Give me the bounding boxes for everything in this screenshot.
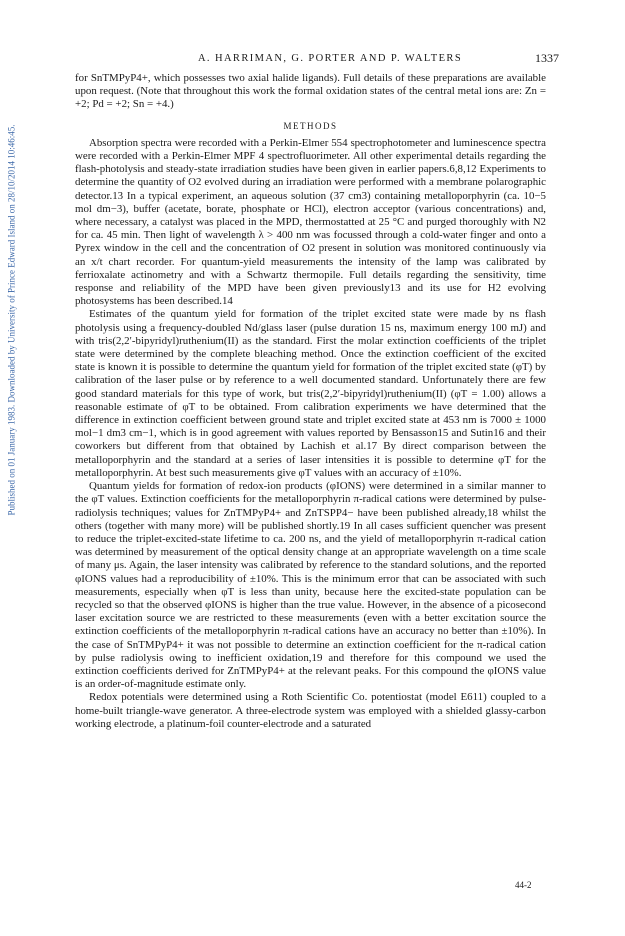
page-number: 1337 — [535, 51, 559, 65]
intro-paragraph — [75, 72, 546, 112]
paragraph-redox: Redox potentials were determined using a Roth Scientific Co. potentiostat (model E611) coupled to a home-built triangle-wave generator. A three-electrode system was employed with a shielded glassy-carbon working electrode, a platinum-foil counter-electrode and a saturated — [75, 691, 546, 730]
running-header: A. HARRIMAN, G. PORTER AND P. WALTERS — [197, 53, 463, 64]
article-body — [75, 72, 546, 731]
download-watermark-text: Published on 01 January 1983. Downloaded by University of Prince Edward Island on 28/10/2014 10:46:45. — [6, 124, 17, 516]
signature-mark: 44-2 — [515, 880, 532, 890]
paragraph-triplet-yield: Estimates of the quantum yield for formation of the triplet excited state were made by ns flash photolysis using a frequency-doubled Nd/glass laser (pulse duration 15 ns, maximum energy 100 mJ) and with tris(2,2′-bipyridyl)ruthenium(II) as the standard. First the molar extinction coefficients of the triplet state were determined by the complete bleaching method. Once the extinction coefficient of the excited state is known it is possible to determine the quantum yield for formation of the triplet excited state (φT) by calibration of the laser pulse or by reference to a well documented standard. Unfortunately there are few good standard materials for this type of work, but tris(2,2′-bipyridyl)ruthenium(II) (φT = 1.00) allows a reasonable estimate of φT to be obtained. From calibration experiments we have determined that the difference in extinction coefficient between ground state and triplet excited state at 453 nm is 7000 ± 1000 mol−1 dm3 cm−1, which is in good agreement with values reported by Bensasson15 and Sutin16 and their coworkers but different from that obtained by Lachish et al.17 By direct comparison between the metalloporphyrin and the standard at a series of laser intensities it is possible to determine φT for the metalloporphyrin. At best such measurements give φT values with an accuracy of ±10%. — [75, 308, 546, 479]
paragraph-spectra: Absorption spectra were recorded with a Perkin-Elmer 554 spectrophotometer and luminescence spectra were recorded with a Perkin-Elmer MPF 4 spectrofluorimeter. All other experimental details regarding the flash-photolysis and steady-state irradiation studies have been given in earlier papers.6,8,12 Experiments to determine the quantity of O2 evolved during an irradiation were performed with a membrane polarographic detector.13 In a typical experiment, an aqueous solution (37 cm3) containing metalloporphyrin (ca. 10−5 mol dm−3), buffer (acetate, borate, phosphate or HCl), electron acceptor (various concentrations) and, where necessary, a catalyst was placed in the MPD, thermostatted at 25 °C and purged thoroughly with N2 for ca. 45 min. Then light of wavelength λ > 400 nm was focussed through a cold-water finger and onto a Pyrex window in the cell and the concentration of O2 present in solution was monitored continuously via an x/t chart recorder. For quantum-yield measurements the intensity of the lamp was calibrated by ferrioxalate actinometry and with a Schwartz thermopile. Full details regarding the sensitivity, time response and reliability of the MPD have been given previously13 and its use for H2 evolving photosystems has been described.14 — [75, 136, 546, 308]
intro-text: for SnTMPyP4+, which possesses two axial halide ligands). Full details of these preparations are available upon request. (Note that throughout this work the formal oxidation states of the central metal ions are: Zn = +2; Pd = +2; Sn = +4.) — [75, 72, 546, 111]
paragraph-ion-yield: Quantum yields for formation of redox-ion products (φIONS) were determined in a similar manner to the φT values. Extinction coefficients for the metalloporphyrin π-radical cations were determined by pulse-radiolysis techniques; values for ZnTMPyP4+ and ZnTSPP4− have been published already,18 whilst the others (together with many more) will be published shortly.19 In all cases sufficient quencher was present to reduce the triplet-excited-state lifetime to ca. 200 ns, and the yield of metalloporphyrin π-radical cation was determined by measurement of the optical density change at an appropriate wavelength on a time scale of many μs. Again, the laser intensity was calibrated by reference to the standard solutions, and the reported φIONS values had a reproducibility of ±10%. This is the minimum error that can be associated with such measurements, especially when φT is less than unity, because here the excited-state population can be recycled so that the observed φIONS is higher than the true value. However, in the absence of a picosecond laser excitation source we are restricted to these measurements (even with a better excitation source the extinction coefficients of the metalloporphyrin π-radical cations have an accuracy no better than ±10%). In the case of SnTMPyP4+ it was not possible to determine an extinction coefficient for the π-radical cation by pulse radiolysis owing to inefficient oxidation,19 and therefore for this compound we used the extinction coefficients derived for ZnTMPyP4+ at the relevant peaks. For this compound the φIONS value is an order-of-magnitude estimate only. — [75, 480, 546, 691]
section-heading-methods: METHODS — [283, 120, 338, 131]
download-watermark — [0, 60, 22, 580]
